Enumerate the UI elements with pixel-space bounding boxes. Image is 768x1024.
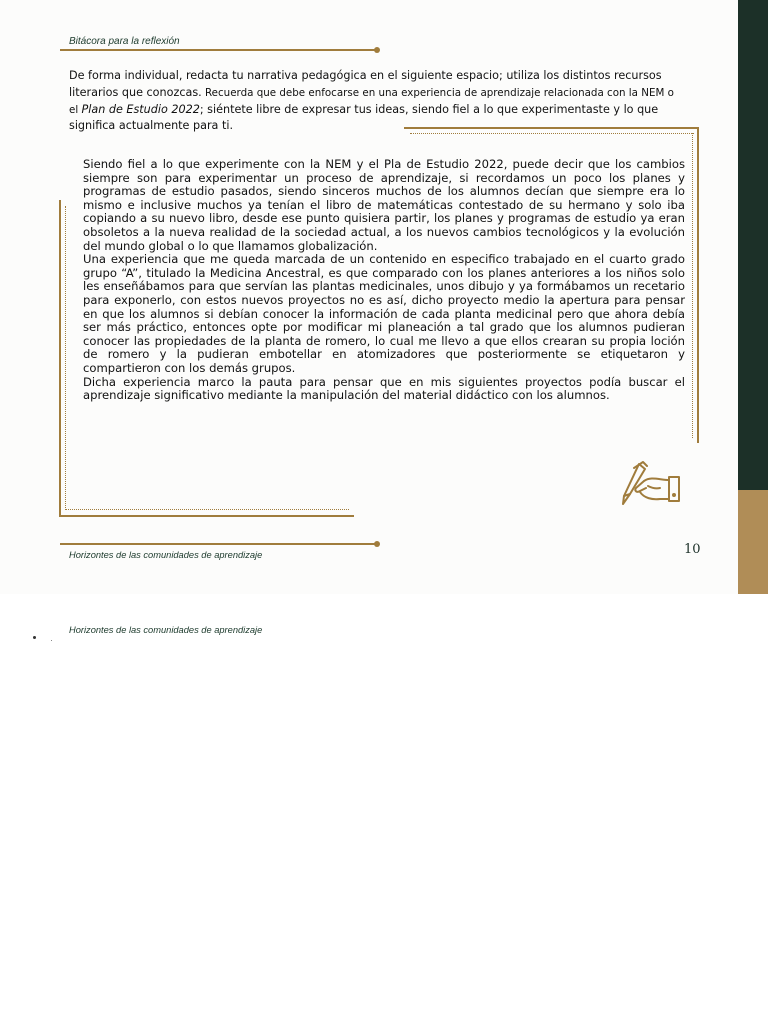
frame-top-solid <box>404 127 699 129</box>
narrative-paragraph: Una experiencia que me queda marcada de un contenido en especifico trabajado en el cuarto grado grupo “A”, titulado la Medicina Ancestral, es que comparado con los planes anteriores a los niños solo les enseñábamos para que servían las plantas medicinales, unos dibujo y ya formábamos un recetario para exponerlo, con estos nuevos proyectos no es así, dicho proyecto medio la apertura para pensar en que los alumnos si debían conocer la información de cada planta medicinal pero que ahora debía ser más práctico, entonces opte por modificar mi planeación a tal grado que los alumnos pudieran conocer las propiedades de la planta de romero, lo cual me llevo a que ellos crearan su propia loción de romero y la pudieran embotellar en atomizadores que posteriormente se etiquetaron y compartieron con los demás grupos. <box>83 252 685 375</box>
footer-text-repeated: Horizontes de las comunidades de aprendizaje <box>69 625 263 635</box>
frame-bottom-solid <box>59 515 354 517</box>
instructions-line-3a: el <box>69 103 82 116</box>
frame-left-dotted <box>65 206 66 510</box>
page-number: 10 <box>684 542 701 557</box>
instructions-line-2a: literarios que conozcas. <box>69 85 202 99</box>
narrative-text <box>83 158 685 403</box>
narrative-paragraph: Siendo fiel a lo que experimente con la NEM y el Pla de Estudio 2022, puede decir que los cambios siempre son para experimentar un proceso de aprendizaje, si recordamos un poco los planes y programas de estudio pasados, siendo sinceros muchos de los alumnos decían que siempre era lo mismo e inclusive muchos ya tenían el libro de matemáticas contestado de su hermano y solo iba copiando a su nuevo libro, desde ese punto quisiera partir, los planes y programas de estudio ya eran obsoletos a la nueva realidad de la sociedad actual, a los nuevos cambios tecnológicos y la evolución del mundo global o lo que llamamos globalización. <box>83 157 685 253</box>
side-band-dark <box>738 0 768 490</box>
instructions-line-3b: ; siéntete libre de expresar tus ideas, siendo fiel a lo que experimentaste y lo que <box>199 102 659 116</box>
frame-left-solid <box>59 200 61 516</box>
header-title: Bitácora para la reflexión <box>69 36 180 47</box>
footer-rule-dot <box>374 541 380 547</box>
narrative-paragraph: Dicha experiencia marco la pauta para pensar que en mis siguientes proyectos podía buscar el aprendizaje significativo mediante la manipulación del material didáctico con los alumnos. <box>83 374 685 403</box>
instructions-line-4: significa actualmente para ti. <box>69 119 234 133</box>
instructions-plan-title: Plan de Estudio 2022 <box>81 102 200 116</box>
side-band-gold <box>738 490 768 594</box>
frame-right-dotted <box>692 133 693 438</box>
instructions-line-1: De forma individual, redacta tu narrativa pedagógica en el siguiente espacio; utiliza los distintos recursos <box>69 69 662 82</box>
instructions <box>69 68 699 135</box>
instructions-line-2b: Recuerda que debe enfocarse en una experiencia de aprendizaje relacionada con la NEM o <box>201 86 674 99</box>
bullet-mark <box>33 636 36 639</box>
frame-top-dotted <box>410 133 694 134</box>
footer-text: Horizontes de las comunidades de aprendizaje <box>69 550 263 560</box>
header-rule-dot <box>374 47 380 53</box>
hand-writing-pen-icon <box>618 458 684 508</box>
footer-rule <box>60 543 376 545</box>
header-rule <box>60 49 376 51</box>
stray-mark <box>51 640 52 641</box>
frame-right-solid <box>697 127 699 443</box>
frame-bottom-dotted <box>65 509 349 510</box>
